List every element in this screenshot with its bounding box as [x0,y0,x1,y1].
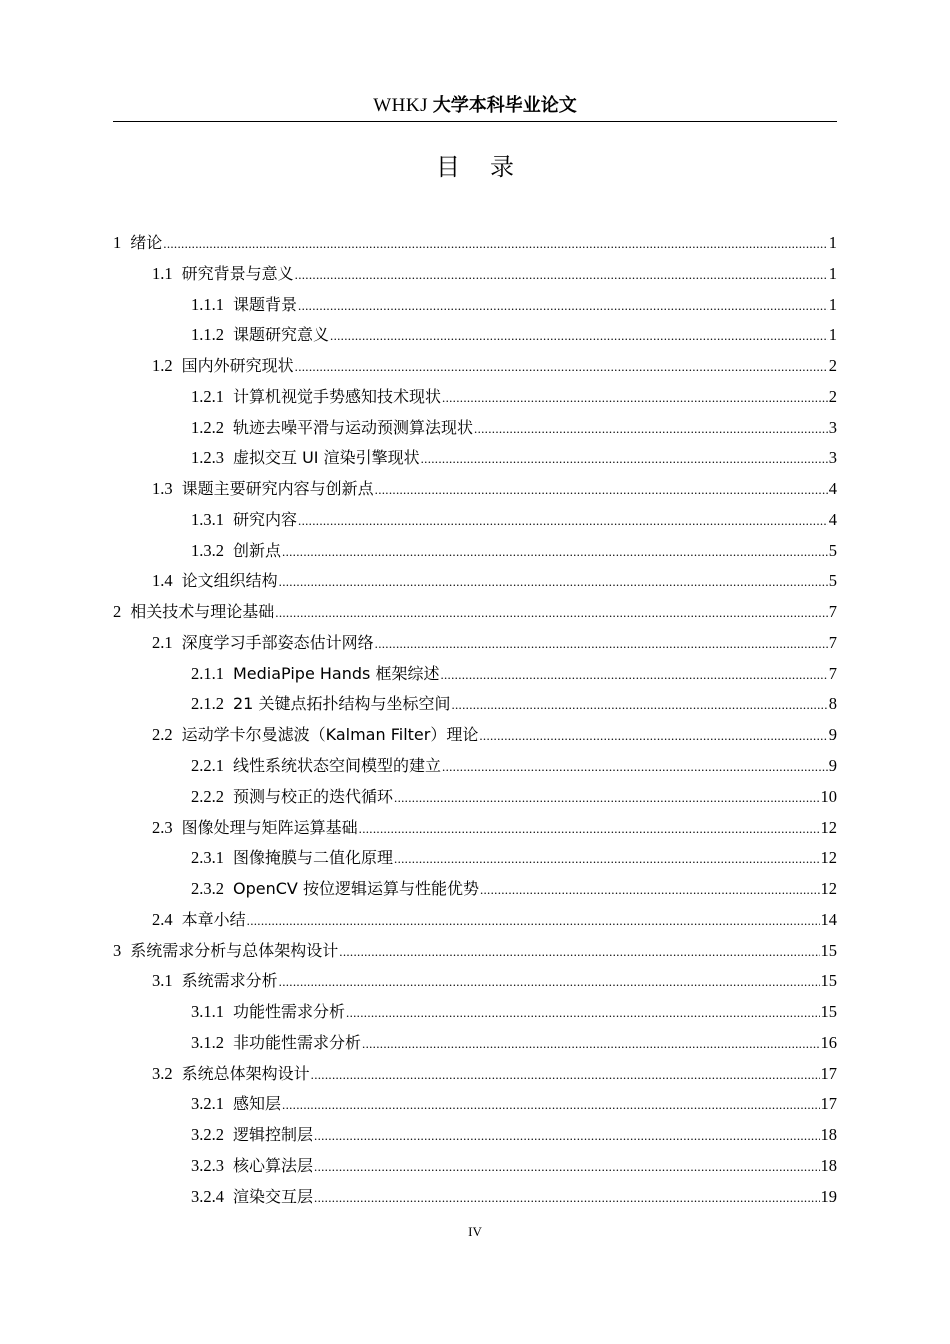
toc-entry-page: 1 [828,263,837,283]
toc-entry-page: 7 [828,632,837,652]
toc-entry-page: 1 [828,233,837,252]
toc-entry[interactable] [113,659,837,690]
toc-entry-title: 创新点 [233,540,282,560]
toc-entry-number: 1.1.2 [191,325,224,345]
toc-entry-page: 1 [828,294,837,314]
toc-entry-number: 1.3.2 [191,540,224,560]
toc-entry-number: 3.1.1 [191,1002,224,1022]
toc-entry[interactable] [113,320,837,351]
toc-entry[interactable] [113,228,837,259]
toc-entry-title: 系统需求分析 [181,971,278,991]
toc-entry-title: 渲染交互层 [233,1186,314,1206]
toc-entry-page: 19 [820,1186,837,1206]
toc-entry-title: 预测与校正的迭代循环 [233,786,394,806]
toc-entry[interactable] [113,474,837,505]
header-thesis-type: 大学本科毕业论文 [432,95,577,116]
toc-dot-leader [375,475,828,506]
toc-dot-leader [474,414,828,445]
toc-entry-title: OpenCV 按位逻辑运算与性能优势 [233,879,479,899]
toc-entry-page: 2 [828,386,837,406]
header-rule [113,121,837,122]
toc-entry-page: 18 [820,1155,837,1175]
toc-entry[interactable] [113,628,837,659]
toc-entry-page: 16 [820,1032,837,1052]
toc-entry-number: 1.1.1 [191,294,224,314]
toc-entry[interactable] [113,905,837,936]
toc-entry[interactable] [113,597,837,628]
toc-entry[interactable] [113,997,837,1028]
toc-entry-page: 4 [828,509,837,529]
toc-dot-leader [451,690,827,721]
toc-entry-title: 课题研究意义 [233,325,330,345]
toc-entry-title: 运动学卡尔曼滤波（Kalman Filter）理论 [181,725,479,745]
toc-entry-page: 10 [820,786,837,806]
header-school: WHKJ [373,95,429,116]
toc-dot-leader [480,875,820,906]
toc-entry[interactable] [113,413,837,444]
toc-entry[interactable] [113,689,837,720]
toc-entry-number: 3.1 [152,971,173,991]
toc-entry-page: 17 [820,1094,837,1114]
toc-entry[interactable] [113,843,837,874]
toc-dot-leader [279,967,820,998]
toc-entry-number: 2 [113,602,122,622]
toc-dot-leader [442,752,828,783]
toc-dot-leader [295,352,828,383]
toc-entry-page: 12 [820,817,837,837]
toc-dot-leader [375,629,828,660]
toc-entry[interactable] [113,290,837,321]
toc-dot-leader [279,567,828,598]
toc-entry-title: 感知层 [233,1094,282,1114]
toc-entry-number: 1 [113,233,122,252]
toc-entry[interactable] [113,1059,837,1090]
toc-entry-page: 15 [820,1002,837,1022]
toc-entry-page: 7 [828,663,837,683]
page-number: IV [468,1224,482,1239]
toc-entry[interactable] [113,351,837,382]
toc-entry-title: 系统需求分析与总体架构设计 [130,940,339,960]
toc-dot-leader [314,1152,819,1183]
toc-entry-page: 5 [828,571,837,591]
toc-entry[interactable] [113,443,837,474]
toc-entry-number: 1.1 [152,263,173,283]
toc-dot-leader [442,383,828,414]
toc-entry-number: 2.3.1 [191,848,224,868]
toc-entry-number: 1.4 [152,571,173,591]
toc-entry-page: 17 [820,1063,837,1083]
toc-dot-leader [339,937,819,968]
toc-entry[interactable] [113,505,837,536]
toc-entry-number: 3.2.2 [191,1125,224,1145]
toc-entry-title: 深度学习手部姿态估计网络 [181,632,374,652]
toc-entry-page: 3 [828,448,837,468]
toc-entry[interactable] [113,1182,837,1213]
toc-entry-page: 4 [828,479,837,499]
toc-entry-number: 2.2 [152,725,173,745]
toc-dot-leader [421,444,828,475]
toc-entry-title: 研究背景与意义 [181,263,294,283]
toc-dot-leader [163,229,827,260]
toc-entry-title: 研究内容 [233,509,298,529]
toc-entry-number: 3.2.3 [191,1155,224,1175]
toc-entry-title: 绪论 [130,233,163,252]
toc-heading [0,147,950,182]
toc-entry-number: 3.1.2 [191,1032,224,1052]
toc-dot-leader [247,906,820,937]
toc-dot-leader [314,1183,819,1214]
toc-entry-number: 3.2.1 [191,1094,224,1114]
toc-entry-number: 3.2.4 [191,1186,224,1206]
toc-entry[interactable] [113,536,837,567]
toc-dot-leader [394,783,819,814]
toc-entry[interactable] [113,813,837,844]
toc-entry-page: 2 [828,356,837,376]
toc-entry-number: 1.3.1 [191,509,224,529]
toc-entry-number: 2.1.1 [191,663,224,683]
toc-entry-title: 图像掩膜与二值化原理 [233,848,394,868]
table-of-contents [113,228,837,1213]
toc-entry-page: 12 [820,879,837,899]
toc-heading-char-2: 录 [490,153,514,181]
toc-entry-number: 2.2.2 [191,786,224,806]
toc-dot-leader [298,291,828,322]
toc-dot-leader [295,260,828,291]
toc-entry[interactable] [113,566,837,597]
running-header [113,92,837,122]
toc-entry-number: 2.4 [152,909,173,929]
toc-entry-number: 2.3 [152,817,173,837]
toc-entry-title: 轨迹去噪平滑与运动预测算法现状 [233,417,474,437]
toc-entry-title: 21 关键点拓扑结构与坐标空间 [233,694,451,714]
toc-dot-leader [275,598,827,629]
toc-dot-leader [311,1060,820,1091]
toc-entry[interactable] [113,259,837,290]
toc-entry-number: 2.1 [152,632,173,652]
toc-entry-page: 15 [820,971,837,991]
toc-entry-number: 3.2 [152,1063,173,1083]
toc-entry-title: 功能性需求分析 [233,1002,346,1022]
toc-entry[interactable] [113,751,837,782]
toc-dot-leader [359,814,820,845]
toc-entry-page: 1 [828,325,837,345]
toc-entry-title: 逻辑控制层 [233,1125,314,1145]
toc-entry-page: 18 [820,1125,837,1145]
toc-entry-title: 本章小结 [181,909,246,929]
toc-entry-page: 9 [828,725,837,745]
toc-entry-page: 12 [820,848,837,868]
toc-dot-leader [314,1121,819,1152]
toc-entry-title: 课题背景 [233,294,298,314]
toc-entry[interactable] [113,1151,837,1182]
toc-dot-leader [362,1029,819,1060]
toc-entry-title: 图像处理与矩阵运算基础 [181,817,358,837]
toc-entry[interactable] [113,966,837,997]
toc-entry-title: 课题主要研究内容与创新点 [181,479,374,499]
toc-entry-title: 计算机视觉手势感知技术现状 [233,386,442,406]
toc-entry-title: 系统总体架构设计 [181,1063,310,1083]
toc-entry[interactable] [113,720,837,751]
toc-entry-number: 1.2.3 [191,448,224,468]
toc-dot-leader [330,321,828,352]
toc-entry-page: 3 [828,417,837,437]
toc-dot-leader [346,998,819,1029]
toc-entry[interactable] [113,1028,837,1059]
toc-entry-number: 1.2 [152,356,173,376]
toc-entry[interactable] [113,782,837,813]
toc-entry-title: 相关技术与理论基础 [130,602,275,622]
toc-entry-title: 论文组织结构 [181,571,278,591]
toc-entry-page: 8 [828,694,837,714]
toc-heading-char-1: 目 [436,153,460,181]
toc-entry-number: 1.3 [152,479,173,499]
toc-entry-title: 线性系统状态空间模型的建立 [233,756,442,776]
toc-entry[interactable] [113,382,837,413]
toc-dot-leader [394,844,819,875]
toc-entry-number: 3 [113,940,122,960]
toc-dot-leader [298,506,828,537]
toc-entry-title: 国内外研究现状 [181,356,294,376]
toc-entry-title: MediaPipe Hands 框架综述 [233,663,440,683]
toc-entry-title: 虚拟交互 UI 渲染引擎现状 [233,448,420,468]
toc-entry[interactable] [113,936,837,967]
toc-entry-page: 14 [820,909,837,929]
toc-dot-leader [479,721,827,752]
toc-dot-leader [282,537,828,568]
toc-entry-title: 非功能性需求分析 [233,1032,362,1052]
toc-entry[interactable] [113,874,837,905]
toc-entry-title: 核心算法层 [233,1155,314,1175]
toc-entry-page: 9 [828,756,837,776]
toc-entry-number: 2.1.2 [191,694,224,714]
toc-entry-page: 5 [828,540,837,560]
toc-entry-number: 2.2.1 [191,756,224,776]
toc-entry[interactable] [113,1120,837,1151]
toc-dot-leader [282,1090,819,1121]
toc-entry-number: 2.3.2 [191,879,224,899]
toc-entry-page: 7 [828,602,837,622]
toc-entry-number: 1.2.2 [191,417,224,437]
toc-dot-leader [440,660,827,691]
toc-entry-number: 1.2.1 [191,386,224,406]
toc-entry-page: 15 [820,940,837,960]
toc-entry[interactable] [113,1089,837,1120]
